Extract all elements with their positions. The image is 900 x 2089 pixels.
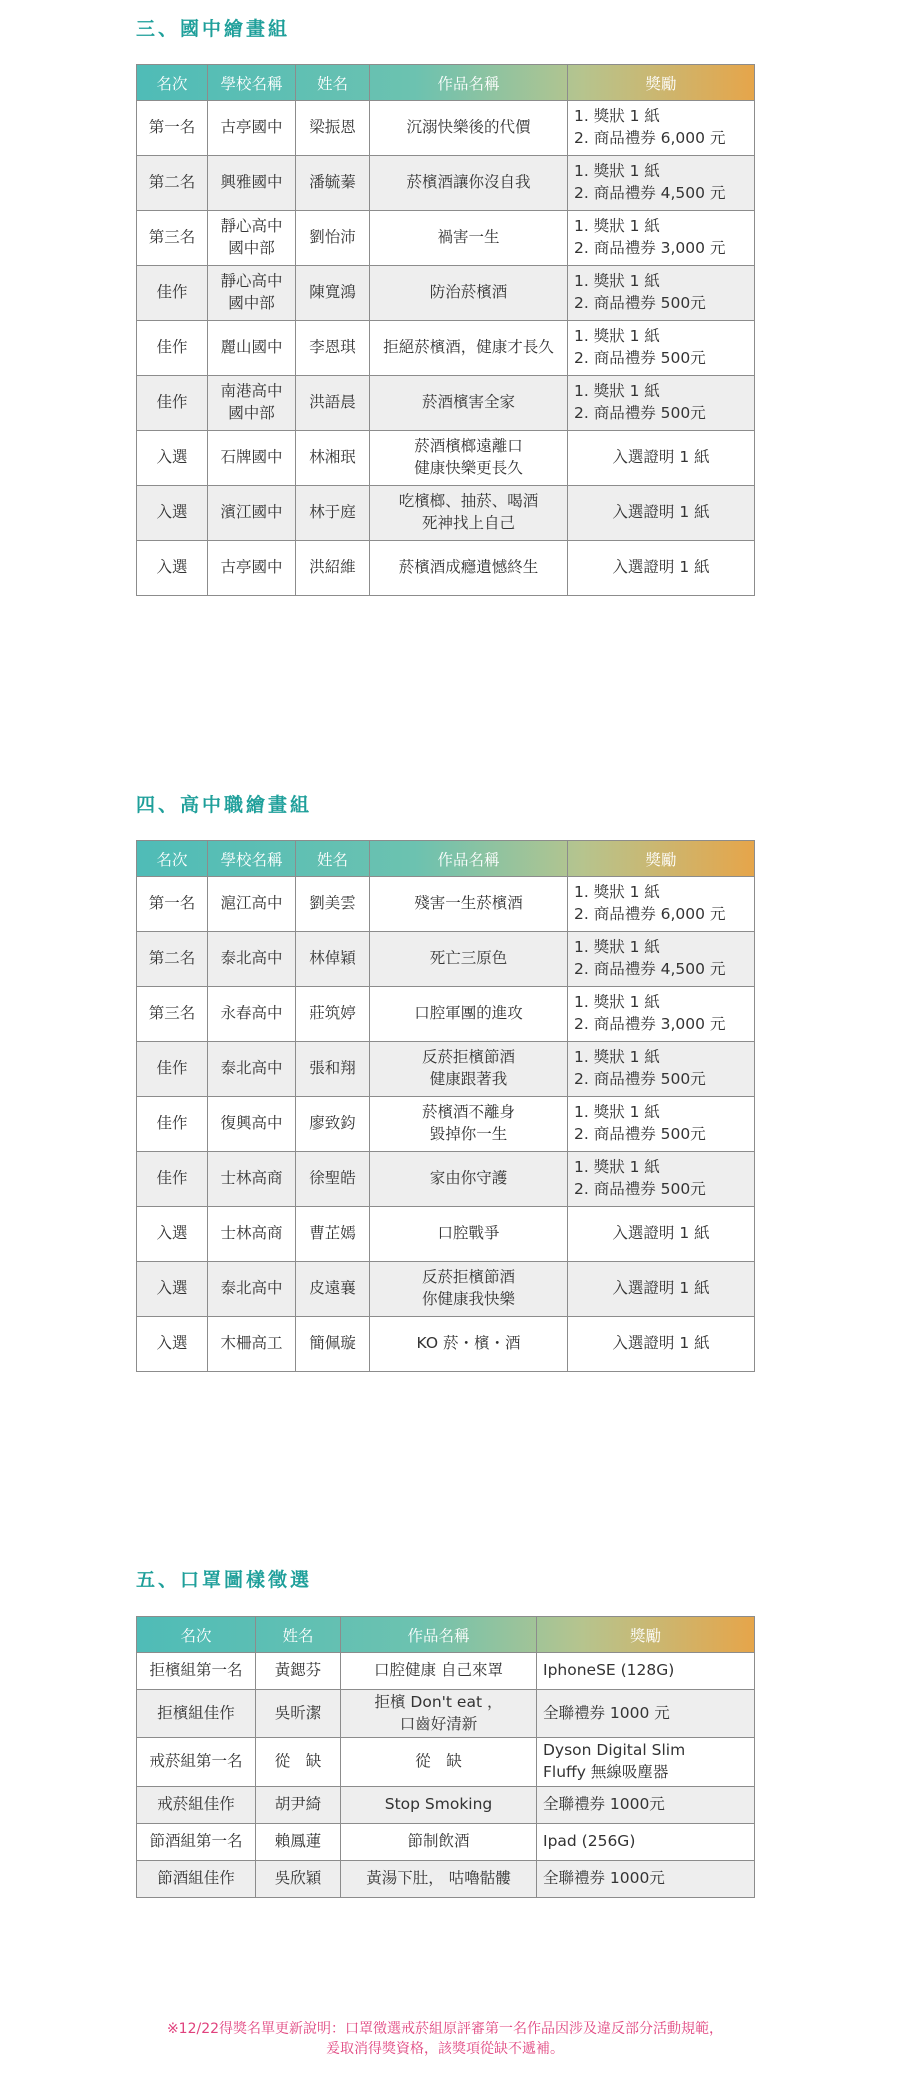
- column-header: 姓名: [296, 65, 370, 101]
- school-cell-line: 復興高中: [220, 1114, 283, 1133]
- work-cell: [370, 877, 568, 932]
- reward-cell-line: Ipad (256G): [543, 1831, 636, 1850]
- rank-cell: 拒檳組第一名: [137, 1653, 256, 1690]
- rank-cell: 入選: [137, 486, 208, 541]
- reward-cell-line: Dyson Digital Slim: [543, 1741, 686, 1760]
- school-cell: [208, 987, 296, 1042]
- work-cell-line: 菸檳酒不離身: [421, 1103, 515, 1122]
- work-cell: [341, 1653, 537, 1690]
- reward-cell-line: 入選證明 1 紙: [612, 1224, 710, 1243]
- reward-cell: [568, 987, 755, 1042]
- work-cell: [370, 1152, 568, 1207]
- school-cell-line: 永春高中: [220, 1004, 283, 1023]
- school-cell-line: 木柵高工: [220, 1334, 283, 1353]
- update-note: [136, 2019, 754, 2060]
- reward-cell: [568, 321, 755, 376]
- reward-cell-line: 入選證明 1 紙: [612, 558, 710, 577]
- reward-cell: [568, 486, 755, 541]
- reward-cell-line: 入選證明 1 紙: [612, 1334, 710, 1353]
- reward-cell-line: 2. 商品禮券 500元: [574, 1070, 706, 1088]
- table-header-row: [137, 841, 755, 877]
- work-cell-line: 拒絕菸檳酒，健康才長久: [383, 338, 554, 357]
- work-cell-line: 黃湯下肚， 咕嚕骷髏: [366, 1868, 511, 1887]
- work-cell: [370, 1097, 568, 1152]
- rank-cell: 第一名: [137, 877, 208, 932]
- table-row: [137, 1262, 755, 1317]
- school-cell: [208, 1317, 296, 1372]
- reward-cell-line: 2. 商品禮券 3,000 元: [574, 239, 726, 257]
- school-cell-line: 濱江國中: [220, 503, 283, 522]
- name-cell: 簡佩璇: [296, 1317, 370, 1372]
- column-header: 獎勵: [537, 1617, 755, 1653]
- section-title-junior: 三、國中繪畫組: [136, 18, 291, 40]
- rank-cell: 第三名: [137, 987, 208, 1042]
- name-cell: 黃鍶芬: [256, 1653, 341, 1690]
- column-header: 姓名: [256, 1617, 341, 1653]
- reward-cell: [537, 1738, 755, 1786]
- work-cell-line: 死神找上自己: [421, 514, 515, 532]
- school-cell-line: 靜心高中: [220, 272, 283, 291]
- column-header: 名次: [137, 1617, 256, 1653]
- reward-cell-line: 1. 獎狀 1 紙: [574, 327, 660, 346]
- table-row: [137, 266, 755, 321]
- work-cell-line: 從 缺: [415, 1752, 462, 1771]
- reward-cell: [568, 932, 755, 987]
- name-cell: 廖致鈞: [296, 1097, 370, 1152]
- reward-cell-line: 1. 獎狀 1 紙: [574, 993, 660, 1012]
- name-cell: 皮遠襄: [296, 1262, 370, 1317]
- school-cell: [208, 486, 296, 541]
- work-cell-line: 節制飲酒: [407, 1831, 470, 1850]
- work-cell-line: Stop Smoking: [384, 1794, 493, 1813]
- reward-cell-line: 全聯禮券 1000元: [543, 1794, 665, 1813]
- school-cell-line: 泰北高中: [220, 1279, 283, 1298]
- work-cell: [370, 101, 568, 156]
- reward-cell: [537, 1823, 755, 1860]
- school-cell-line: 古亭國中: [220, 118, 283, 137]
- reward-cell-line: 1. 獎狀 1 紙: [574, 1158, 660, 1177]
- reward-cell-line: 2. 商品禮券 4,500 元: [574, 960, 726, 978]
- update-note-line: 爰取消得獎資格，該獎項從缺不遞補。: [326, 2041, 564, 2058]
- rank-cell: 第二名: [137, 156, 208, 211]
- reward-cell: [537, 1653, 755, 1690]
- rank-cell: 入選: [137, 431, 208, 486]
- reward-cell-line: 入選證明 1 紙: [612, 448, 710, 467]
- table-row: [137, 431, 755, 486]
- name-cell: 吳欣穎: [256, 1860, 341, 1897]
- work-cell-line: 反菸拒檳節酒: [421, 1048, 515, 1067]
- school-cell: [208, 321, 296, 376]
- reward-cell: [537, 1786, 755, 1823]
- table-row: [137, 1042, 755, 1097]
- name-cell: 劉美雲: [296, 877, 370, 932]
- reward-cell: [568, 541, 755, 596]
- reward-cell-line: 1. 獎狀 1 紙: [574, 162, 660, 181]
- school-cell: [208, 541, 296, 596]
- table-row: [137, 1207, 755, 1262]
- school-cell-line: 石牌國中: [220, 448, 283, 467]
- work-cell: [341, 1690, 537, 1738]
- school-cell: [208, 431, 296, 486]
- reward-cell: [568, 1317, 755, 1372]
- rank-cell: 第三名: [137, 211, 208, 266]
- table-row: [137, 541, 755, 596]
- school-cell-line: 士林高商: [220, 1169, 283, 1188]
- reward-cell: [568, 266, 755, 321]
- rank-cell: 戒菸組第一名: [137, 1738, 256, 1786]
- table-row: [137, 321, 755, 376]
- work-cell-line: 吃檳榔、抽菸、喝酒: [398, 492, 539, 511]
- name-cell: 梁振恩: [296, 101, 370, 156]
- rank-cell: 戒菸組佳作: [137, 1786, 256, 1823]
- rank-cell: 拒檳組佳作: [137, 1690, 256, 1738]
- table-header-row: [137, 1617, 755, 1653]
- work-cell-line: 口腔軍團的進攻: [414, 1004, 523, 1023]
- work-cell: [370, 541, 568, 596]
- table-row: [137, 1097, 755, 1152]
- work-cell: [341, 1823, 537, 1860]
- work-cell-line: 菸檳酒成癮遺憾終生: [398, 558, 539, 577]
- work-cell-line: 口腔戰爭: [437, 1224, 500, 1243]
- work-cell-line: 沉溺快樂後的代價: [406, 118, 531, 137]
- work-cell: [341, 1738, 537, 1786]
- name-cell: 張和翔: [296, 1042, 370, 1097]
- reward-cell-line: 1. 獎狀 1 紙: [574, 107, 660, 126]
- school-cell-line: 麗山國中: [220, 338, 283, 357]
- reward-cell-line: 入選證明 1 紙: [612, 1279, 710, 1298]
- name-cell: 胡尹綺: [256, 1786, 341, 1823]
- column-header: 作品名稱: [341, 1617, 537, 1653]
- table-row: [137, 1786, 755, 1823]
- reward-cell: [568, 1097, 755, 1152]
- work-cell-line: 口腔健康 自己來罩: [374, 1661, 503, 1680]
- rank-cell: 第二名: [137, 932, 208, 987]
- work-cell: [341, 1860, 537, 1897]
- work-cell-line: 菸酒檳害全家: [421, 393, 515, 412]
- table-header-row: [137, 65, 755, 101]
- table-row: [137, 1653, 755, 1690]
- reward-cell: [537, 1690, 755, 1738]
- table-row: [137, 987, 755, 1042]
- school-cell-line: 士林高商: [220, 1224, 283, 1243]
- work-cell-line: 家由你守護: [429, 1169, 508, 1188]
- reward-cell-line: 2. 商品禮券 500元: [574, 1125, 706, 1143]
- work-cell: [370, 1317, 568, 1372]
- reward-cell-line: 1. 獎狀 1 紙: [574, 217, 660, 236]
- reward-cell-line: 2. 商品禮券 4,500 元: [574, 184, 726, 202]
- work-cell-line: 菸檳酒讓你沒自我: [406, 173, 531, 192]
- rank-cell: 入選: [137, 541, 208, 596]
- rank-cell: 第一名: [137, 101, 208, 156]
- name-cell: 洪紹維: [296, 541, 370, 596]
- reward-cell-line: 入選證明 1 紙: [612, 503, 710, 522]
- school-cell: [208, 156, 296, 211]
- reward-cell-line: IphoneSE (128G): [543, 1661, 675, 1680]
- school-cell-line: 滬江高中: [220, 894, 283, 913]
- table-row: [137, 376, 755, 431]
- work-cell: [370, 932, 568, 987]
- work-cell: [370, 486, 568, 541]
- name-cell: 劉怡沛: [296, 211, 370, 266]
- school-cell: [208, 1262, 296, 1317]
- rank-cell: 節酒組第一名: [137, 1823, 256, 1860]
- reward-cell: [568, 101, 755, 156]
- rank-cell: 節酒組佳作: [137, 1860, 256, 1897]
- school-cell: [208, 101, 296, 156]
- name-cell: 林倬穎: [296, 932, 370, 987]
- work-cell-line: 健康跟著我: [429, 1070, 508, 1088]
- column-header: 作品名稱: [370, 65, 568, 101]
- column-header: 獎勵: [568, 65, 755, 101]
- rank-cell: 入選: [137, 1317, 208, 1372]
- reward-cell-line: 全聯禮券 1000 元: [543, 1703, 670, 1722]
- name-cell: 賴鳳蓮: [256, 1823, 341, 1860]
- school-cell: [208, 1042, 296, 1097]
- work-cell-line: 口齒好清新: [399, 1714, 478, 1733]
- reward-cell: [537, 1860, 755, 1897]
- reward-cell-line: 1. 獎狀 1 紙: [574, 272, 660, 291]
- rank-cell: 入選: [137, 1207, 208, 1262]
- school-cell-line: 古亭國中: [220, 558, 283, 577]
- senior-painting-table: [136, 840, 755, 1372]
- name-cell: 從 缺: [256, 1738, 341, 1786]
- school-cell-line: 靜心高中: [220, 217, 283, 236]
- reward-cell: [568, 431, 755, 486]
- school-cell: [208, 1152, 296, 1207]
- reward-cell: [568, 1262, 755, 1317]
- update-note-line: ※12/22得獎名單更新說明：口罩徵選戒菸組原評審第一名作品因涉及違反部分活動規範，: [166, 2021, 724, 2037]
- table-row: [137, 101, 755, 156]
- work-cell: [370, 1262, 568, 1317]
- reward-cell-line: 2. 商品禮券 6,000 元: [574, 905, 726, 923]
- rank-cell: 佳作: [137, 321, 208, 376]
- rank-cell: 佳作: [137, 1042, 208, 1097]
- name-cell: 洪語晨: [296, 376, 370, 431]
- work-cell: [370, 156, 568, 211]
- column-header: 學校名稱: [208, 841, 296, 877]
- school-cell-line: 泰北高中: [220, 1059, 283, 1078]
- reward-cell-line: 2. 商品禮券 500元: [574, 404, 706, 422]
- reward-cell: [568, 877, 755, 932]
- reward-cell-line: 1. 獎狀 1 紙: [574, 938, 660, 957]
- reward-cell-line: 2. 商品禮券 500元: [574, 1180, 706, 1198]
- school-cell: [208, 266, 296, 321]
- work-cell: [370, 987, 568, 1042]
- work-cell: [370, 266, 568, 321]
- reward-cell-line: 1. 獎狀 1 紙: [574, 1103, 660, 1122]
- reward-cell-line: 1. 獎狀 1 紙: [574, 883, 660, 902]
- work-cell-line: 健康快樂更長久: [414, 459, 523, 477]
- school-cell: [208, 932, 296, 987]
- column-header: 獎勵: [568, 841, 755, 877]
- table-row: [137, 1823, 755, 1860]
- work-cell: [370, 211, 568, 266]
- work-cell-line: 防治菸檳酒: [429, 283, 508, 302]
- table-row: [137, 1317, 755, 1372]
- name-cell: 李恩琪: [296, 321, 370, 376]
- name-cell: 徐聖皓: [296, 1152, 370, 1207]
- reward-cell: [568, 1152, 755, 1207]
- table-row: [137, 877, 755, 932]
- table-row: [137, 486, 755, 541]
- work-cell-line: 禍害一生: [437, 228, 500, 247]
- work-cell-line: 死亡三原色: [429, 949, 508, 968]
- work-cell-line: 菸酒檳榔遠離口: [414, 437, 523, 456]
- rank-cell: 佳作: [137, 1152, 208, 1207]
- work-cell-line: 殘害一生菸檳酒: [414, 894, 523, 913]
- work-cell: [341, 1786, 537, 1823]
- reward-cell: [568, 376, 755, 431]
- table-row: [137, 1690, 755, 1738]
- name-cell: 吳昕潔: [256, 1690, 341, 1738]
- reward-cell-line: 2. 商品禮券 500元: [574, 349, 706, 367]
- name-cell: 林于庭: [296, 486, 370, 541]
- name-cell: 莊筑婷: [296, 987, 370, 1042]
- junior-painting-table: [136, 64, 755, 596]
- reward-cell: [568, 211, 755, 266]
- reward-cell: [568, 156, 755, 211]
- work-cell-line: 毀掉你一生: [429, 1125, 508, 1143]
- section-title-senior: 四、高中職繪畫組: [136, 794, 313, 816]
- table-row: [137, 211, 755, 266]
- table-row: [137, 1738, 755, 1786]
- school-cell: [208, 877, 296, 932]
- name-cell: 林湘珉: [296, 431, 370, 486]
- reward-cell-line: 2. 商品禮券 500元: [574, 294, 706, 312]
- reward-cell: [568, 1042, 755, 1097]
- name-cell: 陳寬鴻: [296, 266, 370, 321]
- school-cell-line: 國中部: [228, 294, 275, 312]
- reward-cell: [568, 1207, 755, 1262]
- school-cell: [208, 211, 296, 266]
- work-cell-line: 你健康我快樂: [421, 1290, 515, 1308]
- column-header: 姓名: [296, 841, 370, 877]
- school-cell: [208, 376, 296, 431]
- table-row: [137, 156, 755, 211]
- rank-cell: 佳作: [137, 376, 208, 431]
- column-header: 作品名稱: [370, 841, 568, 877]
- mask-design-table: [136, 1616, 755, 1898]
- reward-cell-line: Fluffy 無線吸塵器: [543, 1763, 669, 1782]
- work-cell: [370, 1042, 568, 1097]
- table-row: [137, 1152, 755, 1207]
- reward-cell-line: 1. 獎狀 1 紙: [574, 1048, 660, 1067]
- school-cell-line: 國中部: [228, 239, 275, 257]
- school-cell-line: 國中部: [228, 404, 275, 422]
- school-cell-line: 泰北高中: [220, 949, 283, 968]
- table-row: [137, 1860, 755, 1897]
- name-cell: 潘毓蓁: [296, 156, 370, 211]
- name-cell: 曹芷嫣: [296, 1207, 370, 1262]
- reward-cell-line: 2. 商品禮券 6,000 元: [574, 129, 726, 147]
- table-row: [137, 932, 755, 987]
- school-cell: [208, 1207, 296, 1262]
- rank-cell: 佳作: [137, 1097, 208, 1152]
- reward-cell-line: 2. 商品禮券 3,000 元: [574, 1015, 726, 1033]
- reward-cell-line: 1. 獎狀 1 紙: [574, 382, 660, 401]
- column-header: 學校名稱: [208, 65, 296, 101]
- work-cell-line: 拒檳 Don't eat ，: [374, 1693, 503, 1711]
- work-cell-line: KO 菸・檳・酒: [416, 1334, 521, 1353]
- section-title-mask: 五、口罩圖樣徵選: [136, 1569, 313, 1591]
- work-cell-line: 反菸拒檳節酒: [421, 1268, 515, 1287]
- school-cell: [208, 1097, 296, 1152]
- work-cell: [370, 376, 568, 431]
- school-cell-line: 興雅國中: [220, 173, 283, 192]
- rank-cell: 入選: [137, 1262, 208, 1317]
- column-header: 名次: [137, 65, 208, 101]
- school-cell-line: 南港高中: [220, 382, 283, 401]
- rank-cell: 佳作: [137, 266, 208, 321]
- work-cell: [370, 431, 568, 486]
- work-cell: [370, 1207, 568, 1262]
- reward-cell-line: 全聯禮券 1000元: [543, 1868, 665, 1887]
- column-header: 名次: [137, 841, 208, 877]
- work-cell: [370, 321, 568, 376]
